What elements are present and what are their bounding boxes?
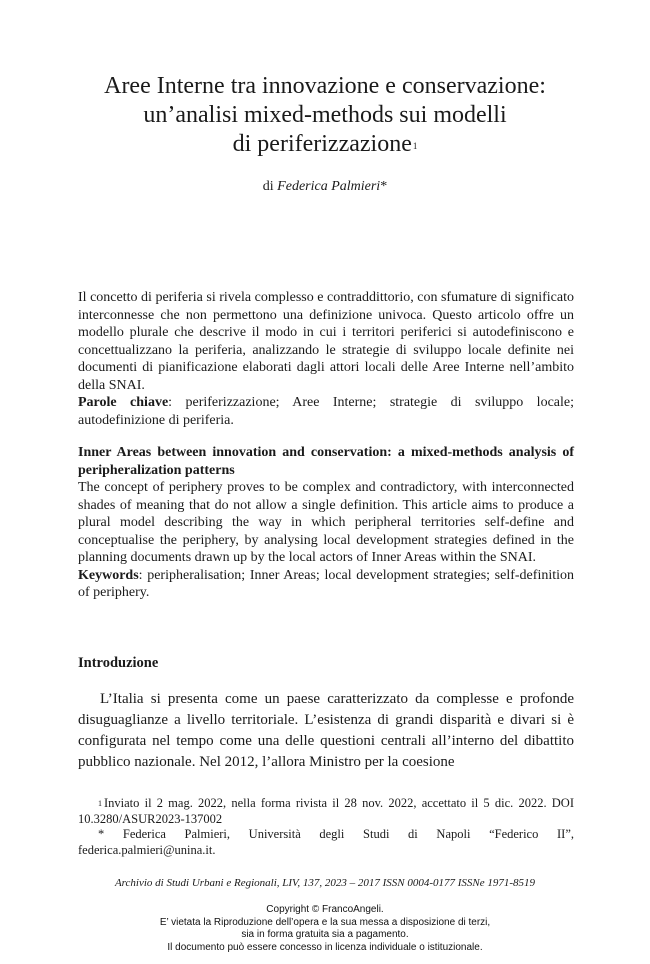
author-mark: * [380,179,388,194]
copyright-line-2: E’ vietata la Riproduzione dell’opera e la sua messa a disposizione di terzi, [159,916,491,928]
copyright-line-1: Copyright © FrancoAngeli. [266,904,384,915]
copyright-line-4: Il documento può essere concesso in licenza individuale o istituzionale. [167,941,483,953]
abstract-english [78,444,574,602]
title-line-3-text: di periferizzazione [232,131,412,157]
body-paragraph: L’Italia si presenta come un paese caratterizzato da complesse e profonde disuguaglianze a livello territoriale. L’esistenza di grandi disparità e divari si è configurata nel tempo come una delle questioni centrali all’interno del dibattito pubblico nazionale. Nel 2012, l’allora Ministro per la coesione [78,691,574,770]
abstract-en-title: Inner Areas between innovation and conservation: a mixed-methods analysis of peripheralization patterns [78,445,574,478]
footnote-1 [78,796,574,827]
title-line-1: Aree Interne tra innovazione e conservazione: [104,73,546,99]
keywords-label-it: Parole chiave [78,395,169,410]
footnote-1-text: Inviato il 2 mag. 2022, nella forma rivista il 28 nov. 2022, accettato il 5 dic. 2022. DOI 10.3280/ASUR2023-137002 [78,796,574,826]
title-line-3 [60,130,590,159]
abstract-en-keywords [78,567,574,602]
title-footnote-mark[interactable]: 1 [412,141,418,151]
footnotes [78,796,574,858]
copyright-notice [0,904,650,954]
keywords-en: : peripheralisation; Inner Areas; local development strategies; self-definition of periphery. [78,567,574,600]
author-prefix: di [262,179,274,194]
footnote-2: * Federica Palmieri, Università degli Studi di Napoli “Federico II”, federica.palmieri@unina.it. [78,827,574,857]
keywords-label-en: Keywords [78,567,139,583]
footnote-1-mark: 1 [98,799,102,808]
author-name: Federica Palmieri [277,179,381,194]
author-line [0,179,650,195]
abstract-it-text: Il concetto di periferia si rivela complesso e contraddittorio, con sfumature di significato interconnesse che non permettono una definizione univoca. Questo articolo offre un modello plurale che descrive il modo in cui i territori periferici si autodefiniscono e concettualizzano la periferia, analizzando le strategie di sviluppo locale definite nei documenti di pianificazione elaborati dagli attori locali delle Aree Interne nell’ambito della SNAI. [78,290,574,393]
abstract-it-keywords [78,394,574,429]
section-heading: Introduzione [78,655,159,671]
copyright-line-3: sia in forma gratuita sia a pagamento. [241,929,409,940]
abstract-en-text: The concept of periphery proves to be complex and contradictory, with interconnected shades of meaning that do not allow a single definition. This article aims to produce a plural model describing the way in which peripheral territories self-define and conceptualise the periphery, by analysing local development strategies defined in the planning documents drawn up by the local actors of Inner Areas within the SNAI. [78,480,574,565]
abstract-italian [78,289,574,429]
title-line-2: un’analisi mixed-methods sui modelli [143,102,507,128]
keywords-it: : periferizzazione; Aree Interne; strategie di sviluppo locale; autodefinizione di periferia. [78,395,574,428]
journal-citation: Archivio di Studi Urbani e Regionali, LIV, 137, 2023 – 2017 ISSN 0004-0177 ISSNe 1971-8519 [114,877,536,889]
article-title [60,72,590,159]
